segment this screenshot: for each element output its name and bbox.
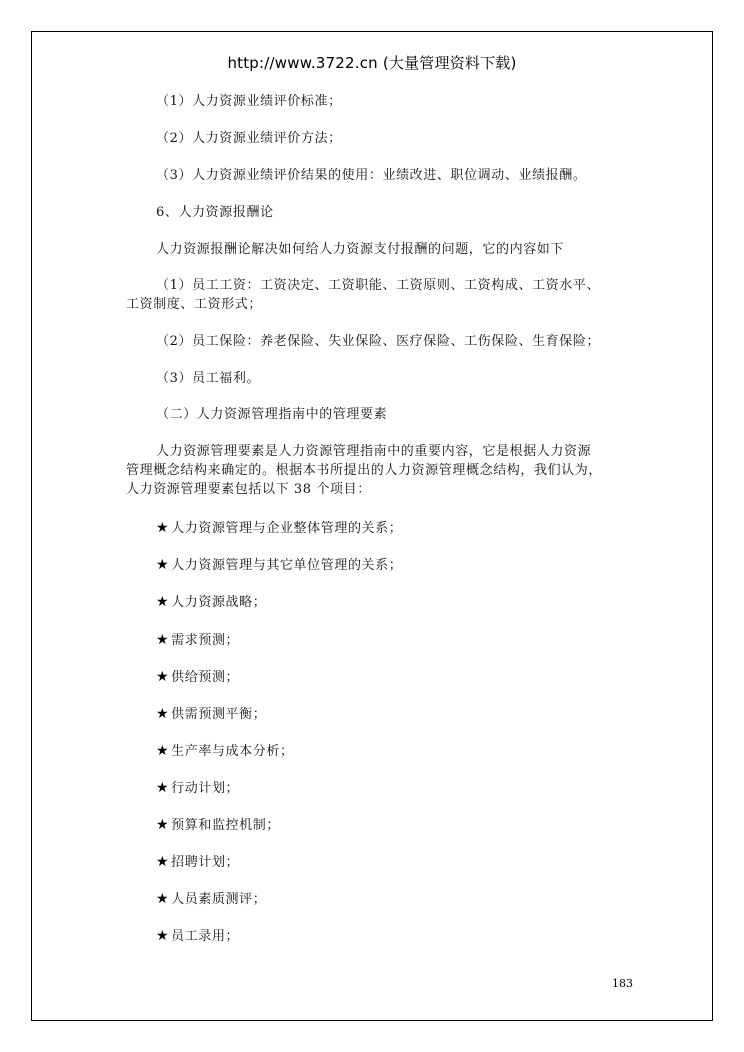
star-bullet-icon: ★ (156, 743, 170, 759)
star-bullet-icon: ★ (156, 632, 170, 648)
list-item: ★ 生产率与成本分析； (156, 743, 294, 759)
star-bullet-icon: ★ (156, 594, 170, 610)
list-item: ★ 预算和监控机制； (156, 817, 280, 833)
section-heading-compensation: 6、人力资源报酬论 (156, 205, 274, 220)
paragraph-elements-line3: 人力资源管理要素包括以下 38 个项目： (126, 482, 371, 497)
star-bullet-icon: ★ (156, 520, 170, 536)
paragraph-elements-line1: 人力资源管理要素是人力资源管理指南中的重要内容，它是根据人力资源 (156, 444, 592, 459)
list-item: ★ 人员素质测评； (156, 891, 267, 907)
section-heading-management-elements: （二）人力资源管理指南中的管理要素 (156, 407, 388, 422)
star-bullet-icon: ★ (156, 928, 170, 944)
list-item: ★ 供需预测平衡； (156, 706, 267, 722)
star-bullet-icon: ★ (156, 817, 170, 833)
list-item: ★ 人力资源管理与其它单位管理的关系； (156, 557, 403, 573)
star-bullet-icon: ★ (156, 891, 170, 907)
paragraph-wages-line1: （1）员工工资：工资决定、工资职能、工资原则、工资构成、工资水平、 (156, 278, 601, 293)
page-header-url: http://www.3722.cn (大量管理资料下载) (227, 54, 517, 72)
list-item: ★ 行动计划； (156, 780, 240, 796)
paragraph-wages-line2: 工资制度、工资形式； (126, 297, 263, 312)
paragraph-performance-standard: （1）人力资源业绩评价标准； (156, 94, 342, 109)
star-bullet-icon: ★ (156, 780, 170, 796)
star-bullet-icon: ★ (156, 669, 170, 685)
paragraph-compensation-intro: 人力资源报酬论解决如何给人力资源支付报酬的问题，它的内容如下 (156, 242, 565, 257)
list-item: ★ 人力资源战略； (156, 594, 267, 610)
star-bullet-icon: ★ (156, 854, 170, 870)
list-item: ★ 招聘计划； (156, 854, 240, 870)
star-bullet-icon: ★ (156, 557, 170, 573)
paragraph-insurance: （2）员工保险：养老保险、失业保险、医疗保险、工伤保险、生育保险； (156, 334, 601, 349)
list-item: ★ 供给预测； (156, 669, 240, 685)
list-item: ★ 人力资源管理与企业整体管理的关系； (156, 520, 403, 536)
paragraph-performance-method: （2）人力资源业绩评价方法； (156, 131, 342, 146)
paragraph-welfare: （3）员工福利。 (156, 371, 261, 386)
list-item: ★ 员工录用； (156, 928, 240, 944)
list-item: ★ 需求预测； (156, 632, 240, 648)
paragraph-performance-result: （3）人力资源业绩评价结果的使用：业绩改进、职位调动、业绩报酬。 (156, 168, 587, 183)
star-bullet-icon: ★ (156, 706, 170, 722)
paragraph-elements-line2: 管理概念结构来确定的。根据本书所提出的人力资源管理概念结构，我们认为， (126, 463, 603, 478)
page-number: 183 (612, 977, 633, 990)
